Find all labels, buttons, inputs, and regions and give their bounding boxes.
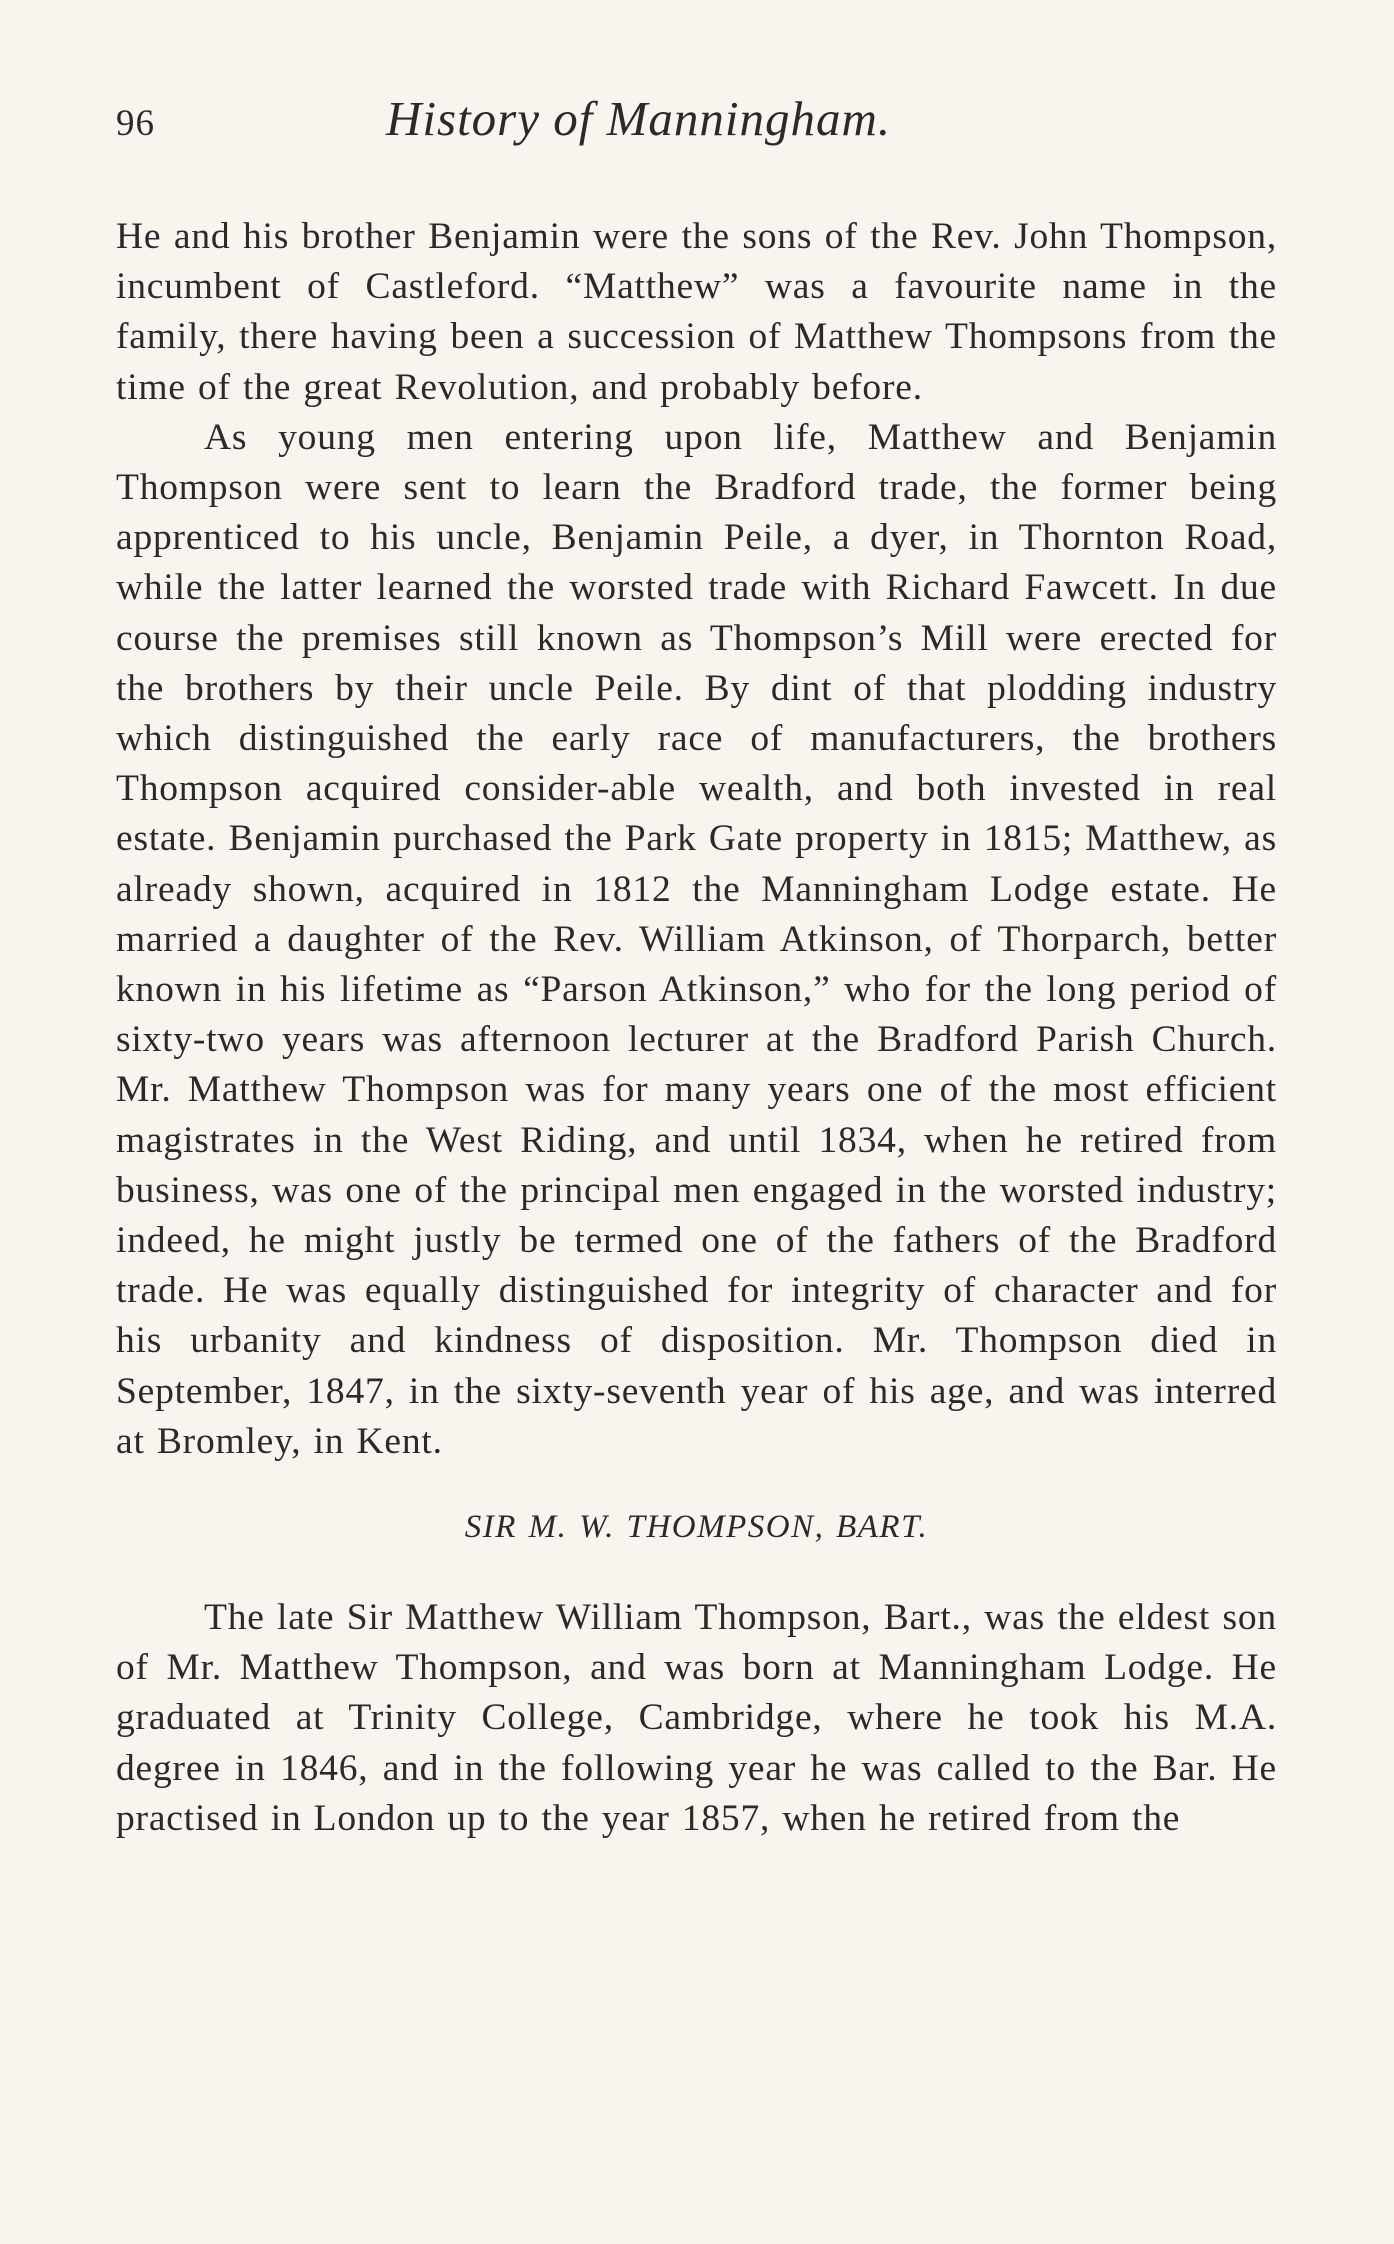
body-text bbox=[116, 212, 1277, 1844]
page-number: 96 bbox=[116, 103, 155, 144]
paragraph-thompson-brothers: He and his brother Benjamin were the sons of the Rev. John Thompson, incumbent of Castleford. “Matthew” was a favourite name in the family, there having been a succession of Matthew Thompsons from the time of the great Revolution, and probably before. bbox=[116, 216, 1277, 408]
running-title: History of Manningham. bbox=[386, 91, 892, 146]
paragraph-bradford-trade: As young men entering upon life, Matthew and Benjamin Thompson were sent to learn the Bradford trade, the former being apprenticed to his uncle, Benjamin Peile, a dyer, in Thornton Road, while the latter learned the worsted trade with Richard Fawcett. In due course the premises still known as Thompson’s Mill were erected for the brothers by their uncle Peile. By dint of that plodding industry which distinguished the early race of manufacturers, the brothers Thompson acquired consider-able wealth, and both invested in real estate. Benjamin purchased the Park Gate property in 1815; Matthew, as already shown, acquired in 1812 the Manningham Lodge estate. He married a daughter of the Rev. William Atkinson, of Thorparch, better known in his lifetime as “Parson Atkinson,” who for the long period of sixty-two years was afternoon lecturer at the Bradford Parish Church. Mr. Matthew Thompson was for many years one of the most efficient magistrates in the West Riding, and until 1834, when he retired from business, was one of the principal men engaged in the worsted industry; indeed, he might justly be termed one of the fathers of the Bradford trade. He was equally distinguished for integrity of character and for his urbanity and kindness of disposition. Mr. Thompson died in September, 1847, in the sixty-seventh year of his age, and was interred at Bromley, in Kent. bbox=[116, 416, 1277, 1462]
paragraph-sir-matthew: The late Sir Matthew William Thompson, Bart., was the eldest son of Mr. Matthew Thompson, and was born at Manningham Lodge. He graduated at Trinity College, Cambridge, where he took his M.A. degree in 1846, and in the following year he was called to the Bar. He practised in London up to the year 1857, when he retired from the bbox=[116, 1597, 1277, 1839]
running-head bbox=[116, 90, 1277, 148]
section-heading: SIR M. W. THOMPSON, BART. bbox=[464, 1509, 929, 1546]
